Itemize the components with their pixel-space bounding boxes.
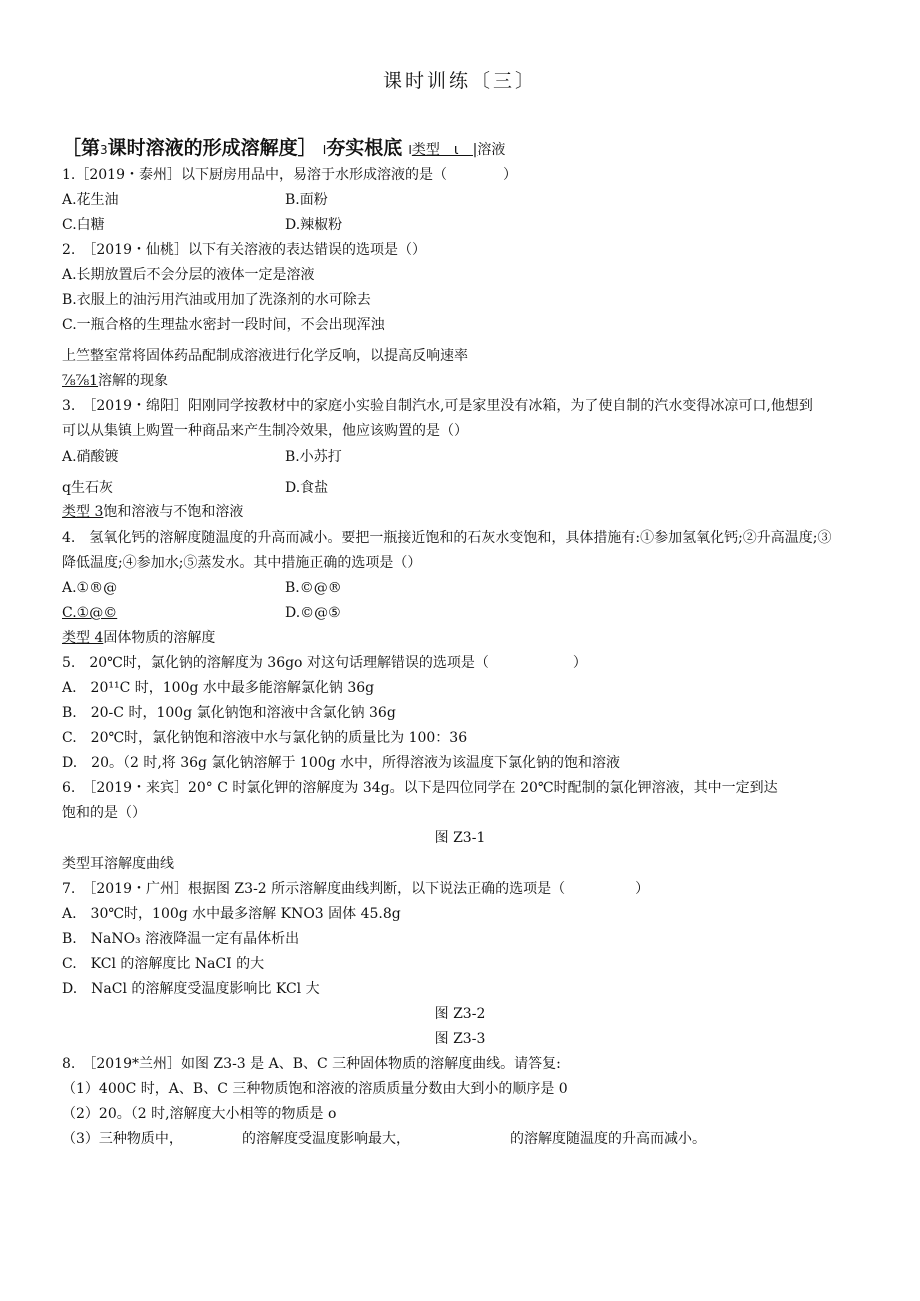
question-7: 7. ［2019・广州］根据图 Z3-2 所示溶解度曲线判断，以下说法正确的选项是（ ） (62, 881, 650, 897)
section-header (62, 136, 505, 162)
q2-option-b: B.衣服上的油污用汽油或用加了洗涤剂的水可除去 (62, 292, 371, 308)
q5-option-c: C. 20℃时，氯化钠饱和溶液中水与氯化钠的质量比为 100：36 (62, 730, 468, 746)
q8-part-1: （1）400C 时，A、B、C 三种物质饱和溶液的溶质质量分数由大到小的顺序是 0 (62, 1081, 568, 1097)
q1-option-a: A.花生油 (62, 192, 119, 208)
question-3-line-2: 可以从集镇上购置一种商品来产生制冷效果，他应该购置的是（） (62, 423, 468, 439)
header-lesson-title: 课时溶液的形成溶解度］ (107, 137, 317, 159)
q3-option-b: B.小苏打 (285, 449, 342, 465)
q8-part-3-middle: 的溶解度受温度影响最大， (242, 1131, 410, 1147)
type-2-heading (62, 372, 168, 390)
q2-option-c: C.一瓶合格的生理盐水密封一段时间，不会出现浑浊 (62, 317, 385, 333)
q4-option-c: C.①@© (62, 605, 118, 621)
q1-option-b: B.面粉 (285, 192, 328, 208)
q7-option-b: B. NaNO₃ 溶液降温一定有晶体析出 (62, 931, 300, 947)
header-type-name: 溶液 (477, 142, 506, 158)
header-type-label: 类型 ι | (411, 142, 478, 158)
question-3-line-1: 3. ［2019・绵阳］阳刚同学按教材中的家庭小实验自制汽水,可是家里没有冰箱，为了使自制的汽水变得冰凉可口,他想到 (62, 398, 813, 414)
q2-option-d: 上竺整室常将固体药品配制成溶液进行化学反响，以提高反响速率 (62, 348, 468, 364)
type-3-label: 类型 3 (62, 504, 104, 520)
q7-option-d: D. NaCl 的溶解度受温度影响比 KCl 大 (62, 981, 320, 997)
q1-option-c: C.白糖 (62, 217, 105, 233)
q8-part-3-lead: （3）三种物质中， (62, 1131, 183, 1147)
question-5: 5. 20℃时，氯化钠的溶解度为 36go 对这句话理解错误的选项是（ ） (62, 655, 587, 671)
q4-option-a: A.①®@ (62, 580, 118, 596)
header-bracket-open: ［第 (62, 137, 101, 159)
header-separator-2: I (408, 143, 412, 157)
header-lesson-number: 3 (100, 143, 108, 157)
q8-part-2: （2）20。（2 时,溶解度大小相等的物质是 o (62, 1106, 337, 1122)
type-4-title: 固体物质的溶解度 (103, 630, 216, 646)
q5-option-d: D. 20。（2 时,将 36g 氯化钠溶解于 100g 水中，所得溶液为该温度下氯化钠的饱和溶液 (62, 755, 621, 771)
q3-option-c: q生石灰 (62, 480, 113, 496)
q5-option-a: A. 20¹¹C 时，100g 水中最多能溶解氯化钠 36g (62, 680, 375, 696)
type-4-label: 类型 4 (62, 630, 104, 646)
q3-option-d: D.食盐 (285, 480, 329, 496)
figure-caption-3: 图 Z3-3 (434, 1031, 486, 1047)
q7-option-a: A. 30℃时，100g 水中最多溶解 KNO3 固体 45.8g (62, 906, 401, 922)
q7-option-c: C. KCl 的溶解度比 NaCI 的大 (62, 956, 265, 972)
q4-option-d: D.©@⑤ (285, 605, 341, 621)
question-8: 8. ［2019*兰州］如图 Z3-3 是 A、B、C 三种固体物质的溶解度曲线。请答复: (62, 1056, 561, 1072)
q2-option-a: A.长期放置后不会分层的液体一定是溶液 (62, 267, 315, 283)
q1-option-d: D.辣椒粉 (285, 217, 343, 233)
type-4-heading (62, 629, 215, 647)
question-4-line-2: 降低温度;④参加水;⑤蒸发水。其中措施正确的选项是（） (62, 555, 422, 571)
type-2-label: ⅞⅞1 (62, 373, 99, 389)
question-4-line-1: 4. 氢氧化钙的溶解度随温度的升高而减小。要把一瓶接近饱和的石灰水变饱和，具体措施有:①参加氢氧化钙;②升高温度;③ (62, 530, 832, 546)
page-title: 课时训练〔三〕 (382, 70, 537, 92)
question-1: 1.［2019・泰州］以下厨房用品中，易溶于水形成溶液的是（ ） (62, 167, 517, 183)
header-section-name: 夯实根底 (326, 137, 403, 159)
figure-caption-2: 图 Z3-2 (434, 1006, 486, 1022)
q3-option-a: A.硝酸镀 (62, 449, 119, 465)
question-6-line-1: 6. ［2019・来宾］20° C 时氯化钾的溶解度为 34g。以下是四位同学在 20℃时配制的氯化钾溶液，其中一定到达 (62, 780, 778, 796)
q5-option-b: B. 20-C 时，100g 氯化钠饱和溶液中含氯化钠 36g (62, 705, 396, 721)
q4-option-b: B.©@® (285, 580, 342, 596)
header-separator-1: I (322, 143, 327, 157)
type-5-heading: 类型耳溶解度曲线 (62, 856, 174, 872)
q8-part-3-end: 的溶解度随温度的升高而减小。 (510, 1131, 706, 1147)
type-2-title: 溶解的现象 (98, 373, 169, 389)
type-3-heading (62, 503, 243, 521)
question-6-line-2: 饱和的是（） (62, 805, 146, 821)
question-2: 2. ［2019・仙桃］以下有关溶液的表达错误的选项是（） (62, 242, 426, 258)
figure-caption-1: 图 Z3-1 (434, 830, 486, 846)
type-3-title: 饱和溶液与不饱和溶液 (103, 504, 244, 520)
